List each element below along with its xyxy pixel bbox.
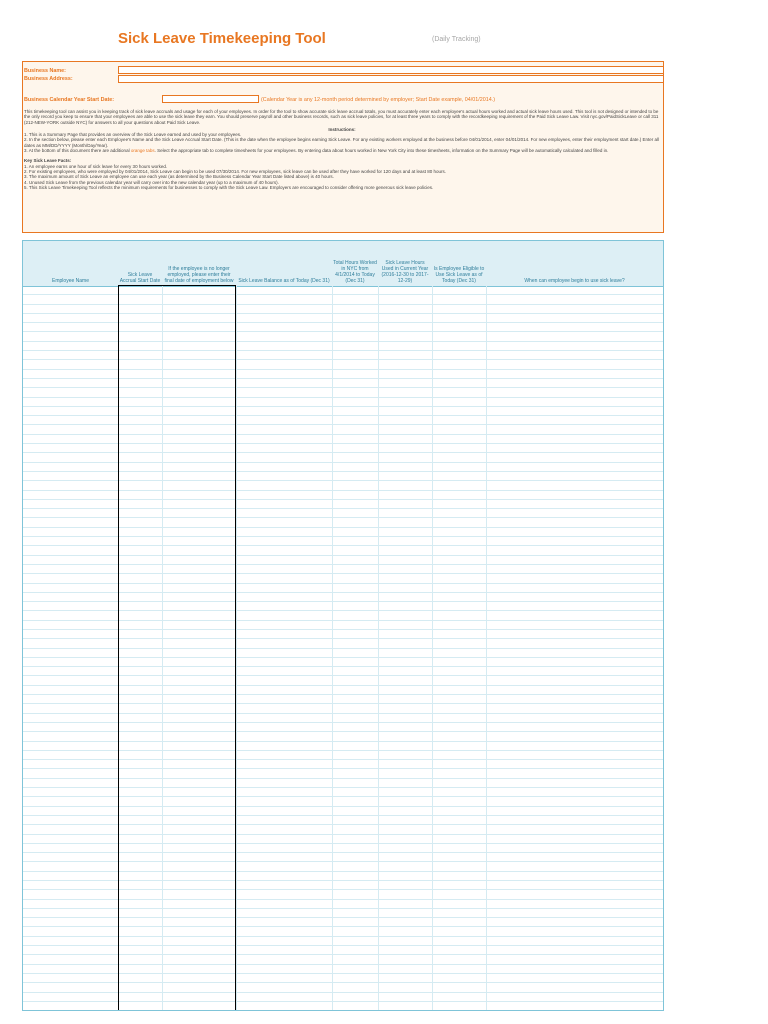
table-row[interactable] (23, 769, 663, 778)
col-when-begin: When can employee begin to use sick leave? (524, 278, 625, 284)
table-row[interactable] (23, 649, 663, 658)
fact-item: 1. An employee earns one hour of sick leave for every 30 hours worked. (24, 163, 168, 169)
table-row[interactable] (23, 509, 663, 518)
table-row[interactable] (23, 639, 663, 648)
table-row[interactable] (23, 286, 663, 295)
table-row[interactable] (23, 797, 663, 806)
table-row[interactable] (23, 788, 663, 797)
table-row[interactable] (23, 974, 663, 983)
table-row[interactable] (23, 742, 663, 751)
table-row[interactable] (23, 602, 663, 611)
fact-item: 3. The maximum amount of Sick Leave an employee can use each year (as determined by the Business Calendar Year Start Date listed above) is 40 hours. (24, 174, 334, 180)
table-row[interactable] (23, 546, 663, 555)
col-eligible: Is Employee Eligible to Use Sick Leave as of Today (Dec 31) (433, 266, 485, 284)
table-row[interactable] (23, 472, 663, 481)
instruction-item (24, 148, 660, 153)
table-header (23, 241, 663, 287)
instruction-text: 3. At the bottom of this document there are additional (24, 148, 131, 154)
table-row[interactable] (23, 676, 663, 685)
col-balance: Sick Leave Balance as of Today (Dec 31) (238, 278, 330, 284)
table-row[interactable] (23, 565, 663, 574)
col-hours-used: Sick Leave Hours Used in Current Year (2016-12-30 to 2017-12-29) (381, 260, 429, 284)
table-row[interactable] (23, 407, 663, 416)
table-row[interactable] (23, 425, 663, 434)
table-row[interactable] (23, 937, 663, 946)
table-row[interactable] (23, 872, 663, 881)
table-row[interactable] (23, 342, 663, 351)
col-final-date: If the employee is no longer employed, please enter their final date of employment below (164, 266, 234, 284)
page-subtitle: (Daily Tracking) (432, 36, 481, 43)
table-row[interactable] (23, 955, 663, 964)
table-row[interactable] (23, 909, 663, 918)
table-row[interactable] (23, 332, 663, 341)
table-row[interactable] (23, 518, 663, 527)
table-row[interactable] (23, 295, 663, 304)
table-row[interactable] (23, 779, 663, 788)
instruction-text: . Select the appropriate tab to complete timesheets for your employees. By entering data about hours worked in New York City into these timesheets, information on the Summary Page will be automatically calculated and filled in. (154, 148, 609, 154)
table-row[interactable] (23, 732, 663, 741)
col-total-hours: Total Hours Worked in NYC from 4/1/2014 to Today (Dec 31) (333, 260, 377, 284)
table-row[interactable] (23, 574, 663, 583)
table-row[interactable] (23, 983, 663, 992)
table-row[interactable] (23, 862, 663, 871)
instructions-heading: Instructions: (328, 126, 356, 132)
orange-tabs-text: orange tabs (130, 148, 155, 154)
fact-item: 2. For existing employees, who were employed by 04/01/2014, Sick Leave can begin to be used 07/30/2014. For new employees, sick leave can be used after they have worked for 120 days and at least 80 hours. (24, 168, 447, 174)
table-row[interactable] (23, 844, 663, 853)
calendar-note: (Calendar Year is any 12-month period determined by employer; Start Date example, 04/01/2014.) (261, 97, 496, 103)
table-row[interactable] (23, 695, 663, 704)
table-row[interactable] (23, 481, 663, 490)
table-row[interactable] (23, 900, 663, 909)
instruction-item: 2. In the section below, please enter each Employee's Name and the Sick Leave Accrual Start Date. (This is the date when the employee begins earning Sick Leave. For any existing workers employed at the business before 04/01/2014, enter 04/01/2014. For new employees, enter their employment start date.) Enter all dates as MM/DD/YYYY (Month/Day/Year). (24, 137, 659, 148)
table-row[interactable] (23, 537, 663, 546)
table-row[interactable] (23, 500, 663, 509)
table-row[interactable] (23, 584, 663, 593)
table-row[interactable] (23, 704, 663, 713)
table-row[interactable] (23, 453, 663, 462)
table-row[interactable] (23, 816, 663, 825)
calendar-start-label: Business Calendar Year Start Date: (24, 97, 115, 103)
table-row[interactable] (23, 946, 663, 955)
table-row[interactable] (23, 667, 663, 676)
calendar-start-field[interactable] (162, 95, 259, 103)
business-info-panel (22, 61, 664, 233)
instructions-text (24, 109, 660, 190)
table-row[interactable] (23, 881, 663, 890)
fact-item: 5. This Sick Leave Timekeeping Tool reflects the minimum requirements for businesses to comply with the Sick Leave Law. Employers are encouraged to consider offering more generous sick leave policies. (24, 184, 434, 190)
table-row[interactable] (23, 444, 663, 453)
table-row[interactable] (23, 435, 663, 444)
table-row[interactable] (23, 556, 663, 565)
table-row[interactable] (23, 723, 663, 732)
table-row[interactable] (23, 658, 663, 667)
table-row[interactable] (23, 686, 663, 695)
table-row[interactable] (23, 621, 663, 630)
table-row[interactable] (23, 351, 663, 360)
col-accrual-start: Sick Leave Accrual Start Date (119, 272, 161, 284)
table-row[interactable] (23, 890, 663, 899)
table-body (23, 286, 663, 1011)
col-employee-name: Employee Name (52, 278, 89, 284)
table-row[interactable] (23, 323, 663, 332)
table-row[interactable] (23, 370, 663, 379)
page-title: Sick Leave Timekeeping Tool (118, 30, 326, 47)
table-row[interactable] (23, 751, 663, 760)
table-row[interactable] (23, 760, 663, 769)
facts-heading: Key Sick Leave Facts: (24, 158, 72, 164)
intro-paragraph: This timekeeping tool can assist you in keeping track of sick leave accruals and usage for each of your employees. In order for the tool to show accurate sick leave accrual totals, you must accurately enter each employee's actual hours worked and actual sick leave hours used. This tool is not designed or intended to be the only record you keep to ensure that your employees are able to use the sick leave they earn. You should preserve payroll and other business records, such as sick leave policies, for at least three years to comply with the recordkeeping requirement of the Paid Sick Leave Law. Visit nyc.gov/PaidSickLeave or call 311 (212-NEW-YORK outside NYC) for answers to all your questions about Paid Sick Leave. (24, 109, 659, 125)
table-row[interactable] (23, 314, 663, 323)
table-row[interactable] (23, 379, 663, 388)
table-row[interactable] (23, 491, 663, 500)
table-row[interactable] (23, 305, 663, 314)
table-row[interactable] (23, 825, 663, 834)
table-row[interactable] (23, 853, 663, 862)
table-row[interactable] (23, 528, 663, 537)
table-row[interactable] (23, 965, 663, 974)
table-row[interactable] (23, 630, 663, 639)
business-address-field[interactable] (118, 75, 664, 83)
fact-item: 4. Unused Sick Leave from the previous calendar year will carry over into the new calendar year (up to a maximum of 40 hours). (24, 179, 279, 185)
instruction-item: 1. This is a Summary Page that provides an overview of the Sick Leave earned and used by your employees. (24, 132, 242, 138)
table-row[interactable] (23, 360, 663, 369)
table-row[interactable] (23, 714, 663, 723)
table-row[interactable] (23, 835, 663, 844)
table-row[interactable] (23, 1002, 663, 1011)
table-row[interactable] (23, 918, 663, 927)
table-row[interactable] (23, 611, 663, 620)
business-name-field[interactable] (118, 66, 664, 74)
table-row[interactable] (23, 388, 663, 397)
business-address-label: Business Address: (24, 76, 73, 82)
table-row[interactable] (23, 416, 663, 425)
table-row[interactable] (23, 807, 663, 816)
business-name-label: Business Name: (24, 68, 66, 74)
table-row[interactable] (23, 398, 663, 407)
table-row[interactable] (23, 593, 663, 602)
employee-summary-table (22, 240, 664, 1011)
table-row[interactable] (23, 463, 663, 472)
table-row[interactable] (23, 927, 663, 936)
table-row[interactable] (23, 993, 663, 1002)
